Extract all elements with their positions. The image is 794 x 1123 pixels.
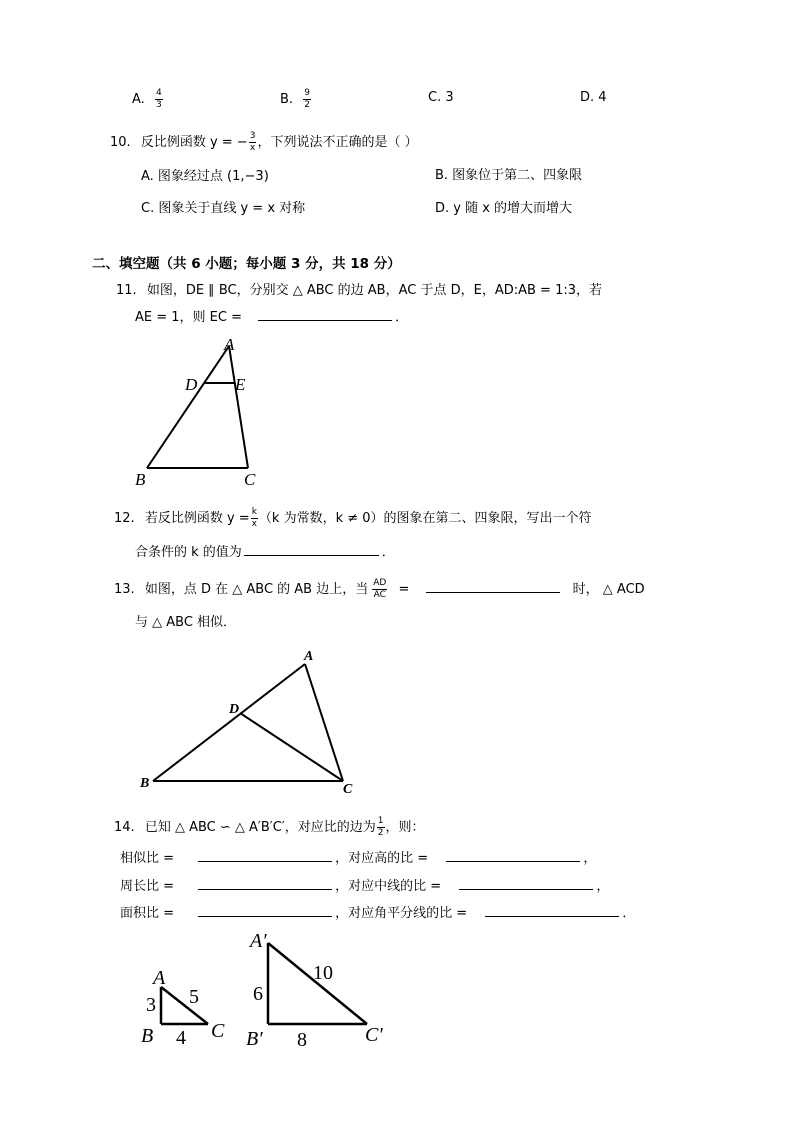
q12-text-before: 若反比例函数 y = xyxy=(144,511,250,526)
q12-text-after: （k 为常数，k ≠ 0）的图象在第二、四象限，写出一个符 xyxy=(258,511,592,526)
q10-option-c: C. 图象关于直线 y = x 对称 xyxy=(141,201,306,216)
large-length-ab: 6 xyxy=(253,983,263,1005)
q11-number: 11. xyxy=(116,283,137,298)
q11-text-line-2: AE = 1，则 EC = xyxy=(135,310,247,325)
q14-row-3-end: ． xyxy=(622,906,636,921)
fraction-numerator: 1 xyxy=(377,816,384,826)
small-length-ab: 3 xyxy=(146,994,156,1016)
large-label-a: A′ xyxy=(250,930,267,952)
q14-row-1-end: ， xyxy=(583,851,597,866)
q11-label-a: A xyxy=(224,335,235,354)
q11-answer-blank[interactable] xyxy=(258,319,392,321)
q13-number: 13. xyxy=(114,582,135,597)
q14-blank-area-ratio[interactable] xyxy=(198,915,332,917)
q11-line-2 xyxy=(135,311,408,324)
q14-row-1-right: ，对应高的比 = xyxy=(335,851,429,866)
q14-triangles-figure xyxy=(135,925,405,1055)
q14-blank-height-ratio[interactable] xyxy=(446,860,580,862)
q13-label-a: A xyxy=(304,649,314,664)
q13-segment-cd xyxy=(240,713,343,781)
q11-label-c: C xyxy=(244,470,256,489)
q14-large-triangle xyxy=(246,930,383,1051)
q12-answer-blank[interactable] xyxy=(244,554,379,556)
q11-triangle-figure xyxy=(130,332,270,492)
q9-option-d: D. 4 xyxy=(580,90,607,105)
q14-row-3-left: 面积比 = xyxy=(120,906,175,921)
q13-answer-blank[interactable] xyxy=(426,591,560,593)
q9-option-a-fraction xyxy=(155,89,163,110)
fraction-numerator: 9 xyxy=(304,88,310,98)
q13-text-after: 时， △ ACD xyxy=(572,582,645,597)
small-label-b: B xyxy=(141,1025,154,1047)
q12-fraction xyxy=(251,508,258,529)
q13-text-before: 如图，点 D 在 △ ABC 的 AB 边上，当 xyxy=(144,582,369,597)
large-length-bc: 8 xyxy=(297,1029,307,1051)
small-length-bc: 4 xyxy=(176,1027,186,1049)
q13-label-d: D xyxy=(229,702,240,717)
q13-side-ac xyxy=(305,664,343,781)
fraction-denominator: AC xyxy=(373,590,386,600)
q14-text-after: ，则： xyxy=(385,820,425,835)
q13-label-c: C xyxy=(343,782,353,797)
q14-blank-median-ratio[interactable] xyxy=(459,888,593,890)
q13-triangle-figure xyxy=(132,642,367,802)
small-label-a: A xyxy=(153,967,166,989)
large-label-c: C′ xyxy=(365,1024,383,1046)
q14-row-2-right: ，对应中线的比 = xyxy=(335,879,442,894)
q14-row-3 xyxy=(120,907,635,920)
q12-line-1 xyxy=(114,508,592,529)
large-length-ac: 10 xyxy=(313,962,333,984)
q14-blank-similarity-ratio[interactable] xyxy=(198,860,332,862)
q14-row-1-left: 相似比 = xyxy=(120,851,175,866)
q14-row-1 xyxy=(120,852,596,865)
q11-text-line-1: 如图，DE ∥ BC，分别交 △ ABC 的边 AB，AC 于点 D，E，AD:AB = 1:3，若 xyxy=(146,283,602,298)
fraction-denominator: 2 xyxy=(304,100,310,110)
q11-line-1 xyxy=(116,284,602,297)
q14-blank-bisector-ratio[interactable] xyxy=(485,915,619,917)
q14-text-before: 已知 △ ABC ∽ △ A′B′C′，对应比的边为 xyxy=(144,820,376,835)
q10-text-after: ，下列说法不正确的是（ ） xyxy=(257,135,418,150)
q14-fraction xyxy=(377,817,385,838)
q12-period: ． xyxy=(381,545,395,560)
fraction-denominator: 2 xyxy=(377,828,384,838)
fraction-denominator: x xyxy=(251,519,257,529)
fraction-numerator: 3 xyxy=(249,131,256,141)
q13-fraction xyxy=(372,579,387,600)
q11-label-b: B xyxy=(135,470,146,489)
fraction-numerator: k xyxy=(251,507,257,517)
q14-small-triangle xyxy=(141,967,225,1049)
q11-side-ac xyxy=(229,346,248,468)
section-2-heading: 二、填空题（共 6 小题；每小题 3 分，共 18 分） xyxy=(92,256,401,272)
q11-label-d: D xyxy=(185,375,198,394)
q10-number: 10. xyxy=(110,135,131,150)
q9-option-a xyxy=(132,89,164,110)
q13-line-1 xyxy=(114,579,645,600)
fraction-numerator: 4 xyxy=(155,88,162,98)
q10-option-a: A. 图象经过点 (1,−3) xyxy=(141,169,269,184)
q11-side-ab xyxy=(147,346,229,468)
q12-line-2 xyxy=(135,546,395,559)
q9-option-b-fraction xyxy=(303,89,311,110)
q10-option-b: B. 图象位于第二、四象限 xyxy=(435,168,583,183)
q13-side-ab xyxy=(153,664,305,781)
q14-row-2-left: 周长比 = xyxy=(120,879,175,894)
q14-row-2-end: ， xyxy=(596,879,610,894)
fraction-denominator: 3 xyxy=(155,100,162,110)
fraction-numerator: AD xyxy=(373,578,387,588)
large-label-b: B′ xyxy=(246,1028,263,1050)
q13-line-2: 与 △ ABC 相似． xyxy=(135,615,237,630)
q14-blank-perimeter-ratio[interactable] xyxy=(198,888,332,890)
q10-text-before: 反比例函数 y = − xyxy=(140,135,248,150)
q13-equals: = xyxy=(398,582,410,597)
q9-option-a-label: A. xyxy=(132,92,145,107)
q9-option-c: C. 3 xyxy=(428,90,454,105)
q14-row-3-right: ，对应角平分线的比 = xyxy=(335,906,468,921)
q11-period: ． xyxy=(395,310,409,325)
q10-fraction xyxy=(249,132,257,153)
q14-number: 14. xyxy=(114,820,135,835)
q13-label-b: B xyxy=(140,776,150,791)
q10-stem xyxy=(110,132,418,153)
small-side-ac xyxy=(161,987,208,1024)
q9-option-b-label: B. xyxy=(280,92,294,107)
q11-label-e: E xyxy=(235,375,246,394)
fraction-denominator: x xyxy=(249,143,256,153)
q12-text-line-2: 合条件的 k 的值为 xyxy=(135,545,242,560)
q10-option-d: D. y 随 x 的增大而增大 xyxy=(435,201,573,216)
q12-number: 12. xyxy=(114,511,135,526)
q9-option-b xyxy=(280,89,312,110)
small-label-c: C xyxy=(211,1020,225,1042)
q14-row-2 xyxy=(120,880,609,893)
q14-stem xyxy=(114,817,425,838)
small-length-ac: 5 xyxy=(189,986,199,1008)
